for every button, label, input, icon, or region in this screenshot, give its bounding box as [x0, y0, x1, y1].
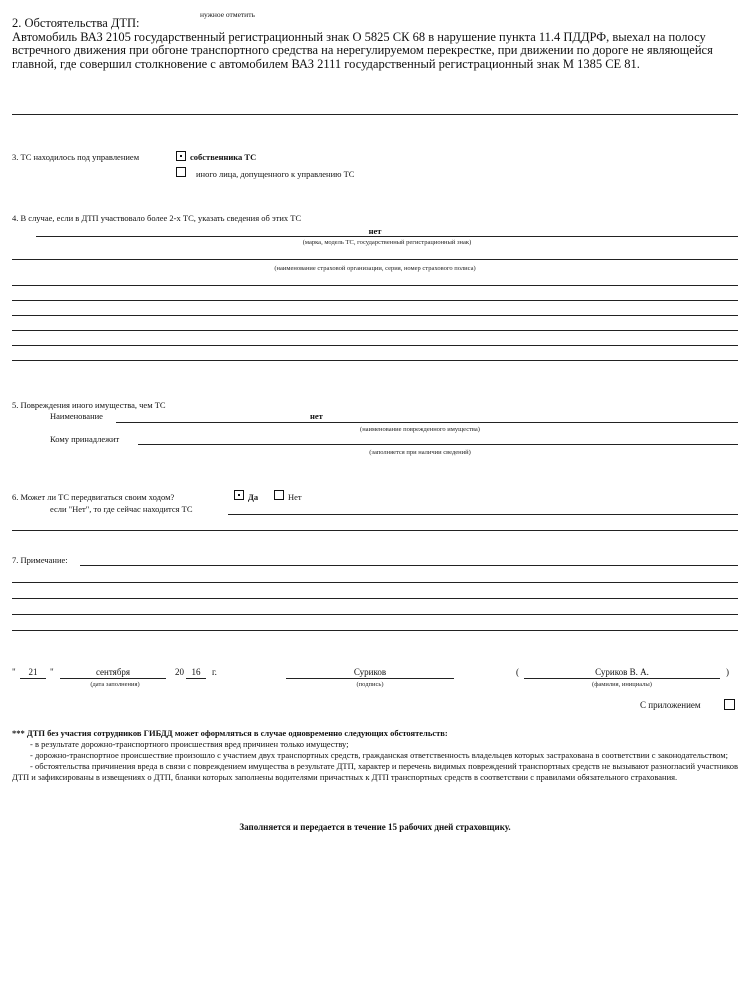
section-4-line-7	[12, 345, 738, 346]
vehicle-location-label: если "Нет", то где сейчас находится ТС	[50, 504, 193, 514]
name-paren-open: (	[516, 667, 519, 677]
section-2-text[interactable]: Автомобиль ВАЗ 2105 государственный регистрационный знак О 5825 СК 68 в нарушение пункта 11.4 ПДДРФ, выехал на полосу встречного движения при обгоне транспортного средства на нерегулируемом перекрестке, при движении по дороге не являющейся главной, где совершил столкновение с автомобилем ВАЗ 2111 государственный регистрационный знак М 1385 СЕ 81.	[12, 29, 713, 71]
section-6-label: 6. Может ли ТС передвигаться своим ходом?	[12, 492, 175, 502]
section-4-caption-2: (наименование страховой организации, серия, номер страхового полиса)	[274, 265, 476, 272]
notes-intro: *** ДТП без участия сотрудников ГИБДД может оформляться в случае одновременно следующих обстоятельств:	[12, 728, 448, 738]
notes-line-4[interactable]	[12, 614, 738, 615]
can-move-yes-checkbox[interactable]	[234, 490, 244, 500]
notes-line-1[interactable]	[80, 565, 738, 566]
date-month[interactable]: сентября	[95, 667, 131, 677]
section-4-caption-1: (марка, модель ТС, государственный регистрационный знак)	[302, 239, 472, 246]
section-6-line-2	[12, 530, 738, 531]
section-4-label: 4. В случае, если в ДТП участвовало более 2-х ТС, указать сведения об этих ТС	[12, 213, 302, 223]
date-quote-close: "	[50, 667, 54, 677]
owner-option-label: собственника ТС	[190, 152, 257, 162]
section-4-line-3	[12, 285, 738, 286]
section-3-label: 3. ТС находилось под управлением	[12, 152, 140, 162]
date-year-g: г.	[212, 667, 217, 677]
section-4-line-5	[12, 315, 738, 316]
name-caption: (фамилия, инициалы)	[592, 681, 652, 688]
signature-caption: (подпись)	[356, 681, 384, 688]
owner-checkbox[interactable]	[176, 151, 186, 161]
date-day-line	[20, 678, 46, 679]
date-day[interactable]: 21	[28, 667, 38, 677]
date-year[interactable]: 16	[191, 667, 201, 677]
section-4-value[interactable]: нет	[368, 226, 382, 236]
property-owner-caption: (заполняется при наличии сведений)	[369, 449, 471, 456]
notes-line-5[interactable]	[12, 630, 738, 631]
name-paren-close: )	[726, 667, 729, 677]
date-caption: (дата заполнения)	[90, 681, 140, 688]
name-line	[524, 678, 720, 679]
attachment-checkbox[interactable]	[724, 699, 735, 710]
section-2	[12, 17, 740, 71]
property-owner-label: Кому принадлежит	[50, 434, 120, 444]
can-move-no-label: Нет	[288, 492, 302, 502]
date-year-line	[186, 678, 206, 679]
section-7-label: 7. Примечание:	[12, 555, 68, 565]
can-move-yes-label: Да	[248, 492, 259, 502]
section-4-line-8	[12, 360, 738, 361]
section-2-line	[12, 114, 738, 115]
can-move-no-checkbox[interactable]	[274, 490, 284, 500]
notes-item-1: - в результате дорожно-транспортного происшествия вред причинен только имуществу;	[30, 739, 349, 749]
section-4-line-4	[12, 300, 738, 301]
date-month-line	[60, 678, 166, 679]
property-name-label: Наименование	[50, 411, 103, 421]
notes-footer: Заполняется и передается в течение 15 рабочих дней страховщику.	[239, 822, 511, 832]
section-4-line-1	[36, 236, 738, 237]
vehicle-location-line[interactable]	[228, 514, 738, 515]
property-owner-line[interactable]	[138, 444, 738, 445]
other-driver-checkbox[interactable]	[176, 167, 186, 177]
section-2-title: 2. Обстоятельства ДТП:	[12, 16, 140, 30]
section-5-label: 5. Повреждения иного имущества, чем ТС	[12, 400, 166, 410]
section-4-line-6	[12, 330, 738, 331]
notes-item-3: - обстоятельства причинения вреда в связи с повреждением имущества в результате ДТП, характер и перечень видимых повреждений транспортных средств не вызывают разногласий участников ДТП и зафиксированы в извещениях о ДТП, бланки которых заполнены водителями причастных к ДТП транспортных средств в соответствии с правилами обязательного страхования.	[12, 761, 738, 782]
notes-line-3[interactable]	[12, 598, 738, 599]
name-value[interactable]: Суриков В. А.	[595, 667, 649, 677]
legal-notes	[12, 728, 738, 783]
property-name-value[interactable]: нет	[310, 411, 323, 421]
date-quote-open: "	[12, 667, 16, 677]
section-4-line-2	[12, 259, 738, 260]
other-driver-option-label: иного лица, допущенного к управлению ТС	[196, 169, 355, 179]
signature-value[interactable]: Суриков	[353, 667, 387, 677]
signature-line	[286, 678, 454, 679]
property-name-caption: (наименование поврежденного имущества)	[360, 426, 480, 433]
attachment-label: С приложением	[640, 700, 701, 710]
notes-item-2: - дорожно-транспортное происшествие произошло с участием двух транспортных средств, гражданская ответственность владельцев которых застрахована в соответствии с законодательством;	[30, 750, 729, 760]
property-name-line	[116, 422, 738, 423]
date-year-prefix: 20	[175, 667, 184, 677]
hint-text: нужное отметить	[200, 10, 255, 19]
notes-line-2[interactable]	[12, 582, 738, 583]
